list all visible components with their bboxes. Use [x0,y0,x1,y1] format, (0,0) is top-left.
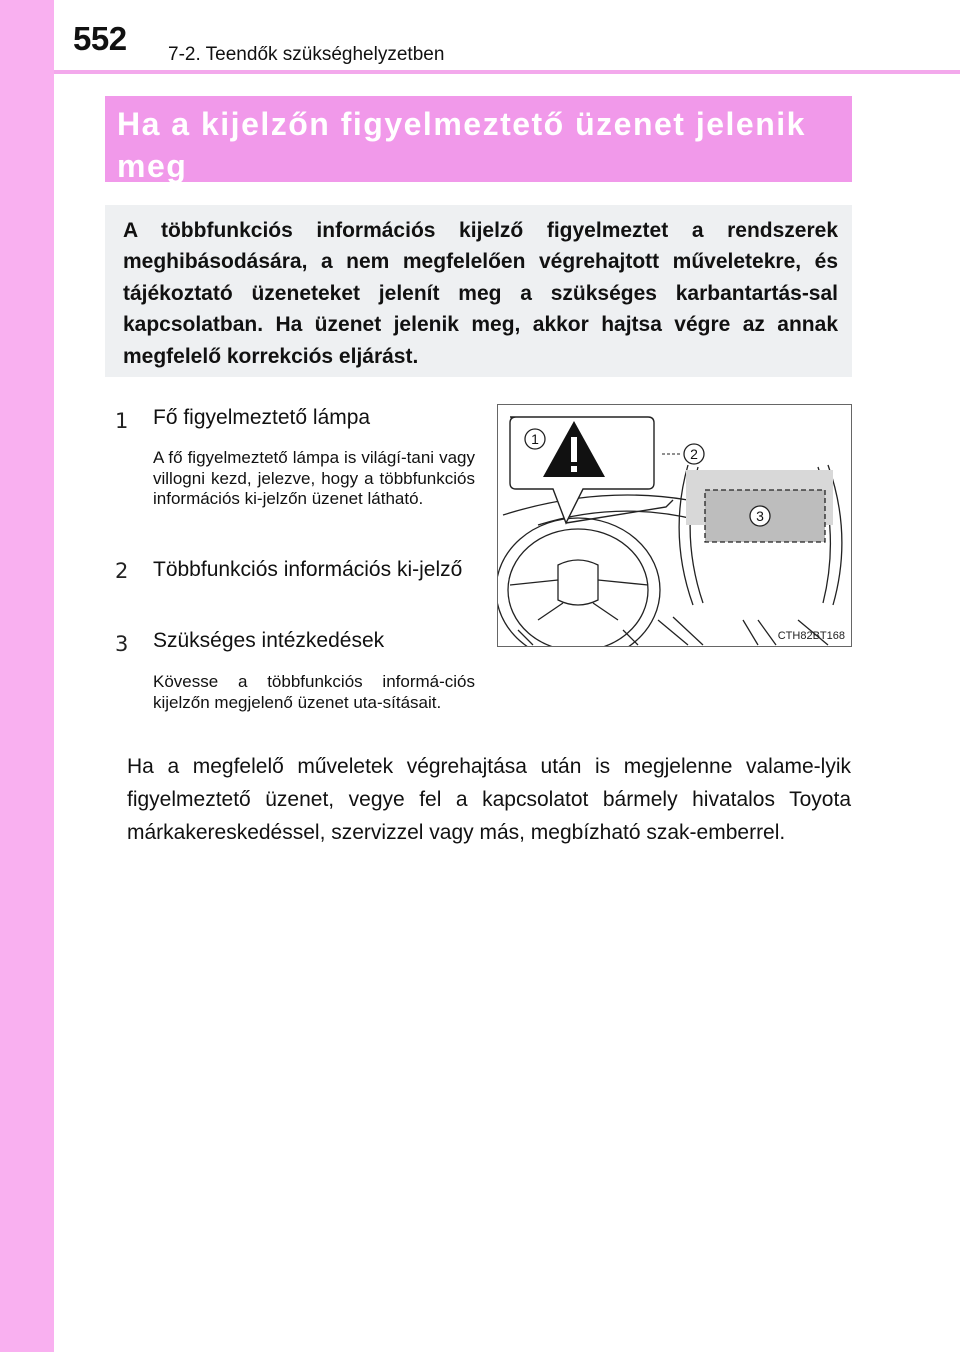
section-title: 7-2. Teendők szükséghelyzetben [168,44,445,65]
figure-code: CTH82BT168 [777,630,845,642]
item-number-2: 2 [115,559,129,583]
steering-wheel-hub [558,560,598,605]
closing-paragraph: Ha a megfelelő műveletek végrehajtása után is megjelenne valame-lyik figyelmeztető üzenet, vegye fel a kapcsolatot bármely hivatalos Toyota márkakereskedéssel, szervizzel vagy más, megbízható szak-emberrel. [127,755,851,844]
item-title-2: Többfunkciós információs ki-jelző [153,558,463,581]
dashboard-illustration [498,405,852,647]
svg-text:2: 2 [690,446,698,462]
header-rule [54,70,960,74]
page-heading: Ha a kijelzőn figyelmeztető üzenet jelenik meg [117,106,806,184]
dashboard-figure [497,404,852,647]
page-number: 552 [73,20,127,57]
item-title-1: Fő figyelmeztető lámpa [153,406,371,429]
item-number-3: 3 [115,632,129,656]
page-side-strip [0,0,54,1352]
item-title-3: Szükséges intézkedések [153,629,385,652]
intro-box [105,205,852,377]
item-number-1: 1 [115,409,129,433]
intro-text: A többfunkciós információs kijelző figyelmeztet a rendszerek meghibásodására, a nem megfelelően végrehajtott műveletekre, és tájékoztató üzeneteket jelenít meg a szükséges karbantartás-sal kapcsolatban. Ha üzenet jelenik meg, akkor hajtsa végre az annak megfelelő korrekciós eljárást. [123,219,838,368]
item-description-1: A fő figyelmeztető lámpa is világí-tani vagy villogni kezd, jelezve, hogy a többfunkciós információs ki-jelzőn üzenet látható. [153,448,475,508]
item-description-3: Kövesse a többfunkciós informá-ciós kijelzőn megjelenő üzenet uta-sításait. [153,672,475,712]
svg-text:3: 3 [756,508,764,524]
heading-box [105,96,852,182]
svg-text:1: 1 [531,431,539,447]
